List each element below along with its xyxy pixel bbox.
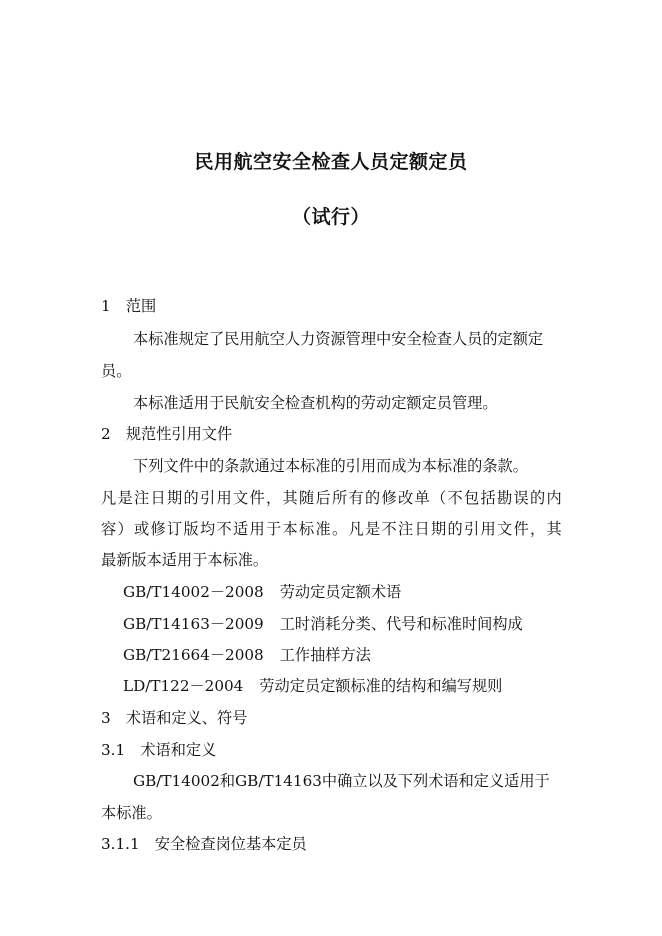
- section-3-1-1-heading: 3.1.1 安全检查岗位基本定员: [101, 835, 307, 853]
- document-subtitle: （试行）: [291, 206, 370, 228]
- reference-title: 工时消耗分类、代号和标准时间构成: [279, 615, 523, 633]
- section-3-1-heading: 3.1 术语和定义: [101, 741, 217, 759]
- document-title: 民用航空安全检查人员定额定员: [194, 151, 468, 173]
- section-2-paragraph-line-2: 凡是注日期的引用文件，其随后所有的修改单（不包括勘误的内: [101, 489, 562, 507]
- reference-item: [123, 614, 523, 634]
- section-1-paragraph-2: 本标准适用于民航安全检查机构的劳动定额定员管理。: [133, 394, 498, 412]
- section-2-heading: 2 规范性引用文件: [101, 425, 233, 443]
- reference-code: GB/T14163－2009: [123, 615, 264, 633]
- section-2-paragraph-line-4: 最新版本适用于本标准。: [101, 551, 269, 569]
- section-3-1-paragraph-line-1: GB/T14002和GB/T14163中确立以及下列术语和定义适用于: [133, 772, 550, 790]
- reference-code: LD/T122－2004: [123, 677, 244, 695]
- reference-code: GB/T21664－2008: [123, 646, 264, 664]
- reference-item: [123, 582, 401, 602]
- reference-title: 劳动定员定额术语: [279, 583, 402, 601]
- section-1-heading: 1 范围: [101, 297, 157, 315]
- reference-code: GB/T14002－2008: [123, 583, 264, 601]
- section-2-paragraph-line-3: 容）或修订版均不适用于本标准。凡是不注日期的引用文件，其: [101, 520, 562, 538]
- section-2-paragraph-line-1: 下列文件中的条款通过本标准的引用而成为本标准的条款。: [133, 457, 528, 475]
- section-3-1-paragraph-line-2: 本标准。: [101, 804, 162, 822]
- reference-item: [123, 645, 371, 665]
- reference-item: [123, 676, 502, 696]
- section-1-paragraph-1-line-2: 员。: [101, 362, 132, 380]
- section-1-paragraph-1-line-1: 本标准规定了民用航空人力资源管理中安全检查人员的定额定: [133, 330, 544, 348]
- reference-title: 劳动定员定额标准的结构和编写规则: [259, 677, 503, 695]
- section-3-heading: 3 术语和定义、符号: [101, 709, 248, 727]
- reference-title: 工作抽样方法: [279, 646, 371, 664]
